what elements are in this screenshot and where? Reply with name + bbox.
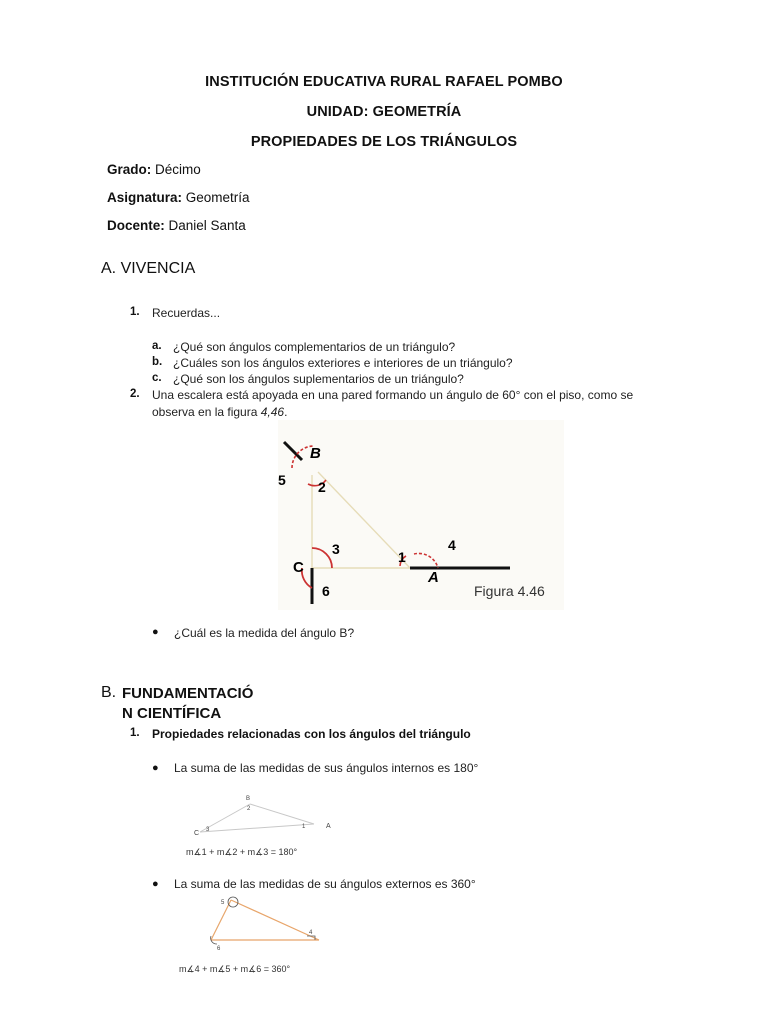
vertex-label-c: C xyxy=(194,830,200,837)
sub-question: ¿Cuáles son los ángulos exteriores e interiores de un triángulo? xyxy=(173,356,513,370)
angle-label-3: 3 xyxy=(206,827,210,833)
section-b-letter: B. xyxy=(101,684,117,701)
unit-title: UNIDAD: GEOMETRÍA xyxy=(306,104,462,120)
angle-label-3: 3 xyxy=(332,541,340,557)
property-text: La suma de las medidas de su ángulos externos es 360° xyxy=(174,877,476,891)
figure-caption: Figura 4.46 xyxy=(474,583,545,599)
sub-letter: c. xyxy=(152,372,162,384)
vertex-label-c: C xyxy=(293,559,304,576)
item-number: 1. xyxy=(130,727,140,739)
sub-question: ¿Qué son ángulos complementarios de un triángulo? xyxy=(173,340,456,354)
angle-label-2: 2 xyxy=(247,806,251,812)
docente-value: Daniel Santa xyxy=(164,218,246,233)
angle-label-6: 6 xyxy=(217,946,221,952)
figure-4-46 xyxy=(278,420,564,610)
section-b-heading-line2: N CIENTÍFICA xyxy=(122,705,222,722)
text-fragment: . xyxy=(284,405,288,419)
item-text: Recuerdas... xyxy=(152,306,221,320)
vertex-label-b: B xyxy=(310,445,321,462)
interior-angles-figure xyxy=(178,788,368,860)
bullet-dot: ● xyxy=(152,626,159,638)
vertex-label-b: B xyxy=(246,796,251,802)
section-a-heading: A. VIVENCIA xyxy=(101,260,196,277)
angle-label-2: 2 xyxy=(318,479,326,495)
item-number: 1. xyxy=(130,306,140,318)
bullet-dot: ● xyxy=(152,878,159,890)
asignatura-value: Geometría xyxy=(182,190,250,205)
grado-value: Décimo xyxy=(151,162,201,177)
figure-reference: 4,46 xyxy=(260,405,285,419)
section-b-heading-line1: FUNDAMENTACIÓ xyxy=(122,685,254,702)
document-title: INSTITUCIÓN EDUCATIVA RURAL RAFAEL POMBO xyxy=(205,74,563,90)
item-number: 2. xyxy=(130,388,140,400)
asignatura-line xyxy=(107,190,250,205)
formula-exterior: m∡4 + m∡5 + m∡6 = 360° xyxy=(179,964,291,974)
angle-label-5: 5 xyxy=(221,900,225,906)
exterior-angles-figure xyxy=(175,892,365,978)
docente-label: Docente: xyxy=(107,218,165,233)
angle-label-1: 1 xyxy=(398,549,406,565)
formula-interior: m∡1 + m∡2 + m∡3 = 180° xyxy=(186,847,298,857)
vertex-label-a: A xyxy=(326,823,331,830)
text-fragment: observa en la figura xyxy=(152,405,261,419)
angle-label-4: 4 xyxy=(448,537,456,553)
angle-label-5: 5 xyxy=(278,472,286,488)
item-heading: Propiedades relacionadas con los ángulos del triángulo xyxy=(152,727,471,741)
property-text: La suma de las medidas de sus ángulos internos es 180° xyxy=(174,761,479,775)
question-text: ¿Cuál es la medida del ángulo B? xyxy=(174,626,355,640)
item-text-continued xyxy=(152,405,287,419)
grado-label: Grado: xyxy=(107,162,152,177)
item-text: Una escalera está apoyada en una pared formando un ángulo de 60° con el piso, como se xyxy=(152,388,634,402)
vertex-label-a: A xyxy=(428,569,439,586)
topic-title: PROPIEDADES DE LOS TRIÁNGULOS xyxy=(250,134,518,150)
angle-label-6: 6 xyxy=(322,583,330,599)
asignatura-label: Asignatura: xyxy=(107,190,183,205)
grado-line xyxy=(107,162,201,177)
sub-letter: b. xyxy=(152,356,163,368)
docente-line xyxy=(107,218,246,233)
sub-letter: a. xyxy=(152,340,162,352)
bullet-dot: ● xyxy=(152,762,159,774)
angle-label-1: 1 xyxy=(302,824,306,830)
sub-question: ¿Qué son los ángulos suplementarios de un triángulo? xyxy=(173,372,464,386)
angle-label-4: 4 xyxy=(309,930,313,936)
